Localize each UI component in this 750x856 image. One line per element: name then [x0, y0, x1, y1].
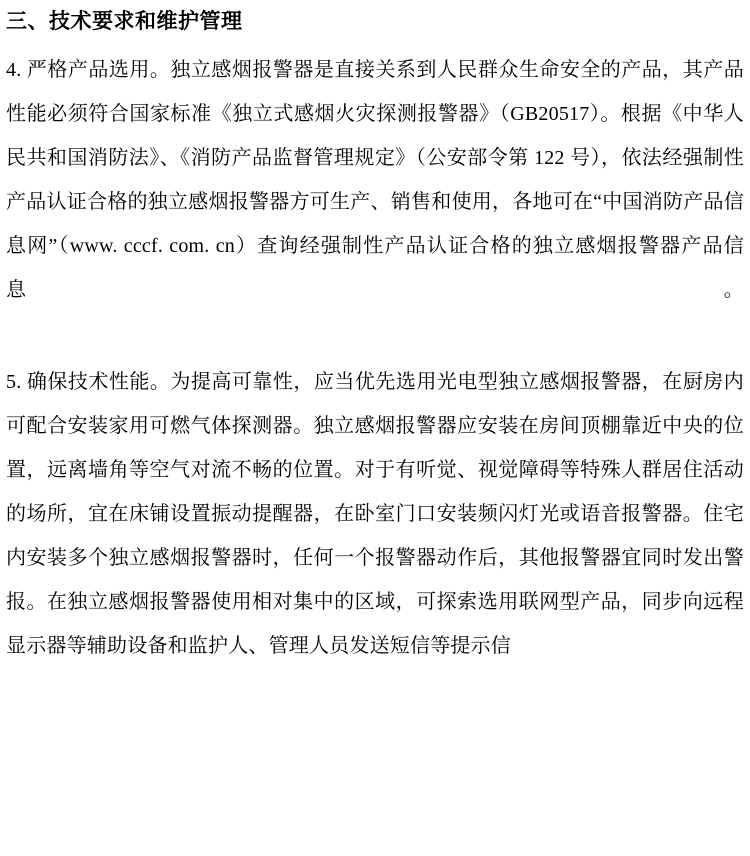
paragraph-product-selection: 4. 严格产品选用。独立感烟报警器是直接关系到人民群众生命安全的产品，其产品性能必须符合国家标准《独立式感烟火灾探测报警器》（GB20517）。根据《中华人民共和国消防法》、《消防产品监督管理规定》（公安部令第 122 号），依法经强制性产品认证合格的独立感烟报警器方可生产、销售和使用，各地可在“中国消防产品信息网”（www. cccf. com. cn）查询经强制性产品认证合格的独立感烟报警器产品信息。: [6, 59, 744, 301]
paragraph-technical-performance: 5. 确保技术性能。为提高可靠性，应当优先选用光电型独立感烟报警器，在厨房内可配合安装家用可燃气体探测器。独立感烟报警器应安装在房间顶棚靠近中央的位置，远离墙角等空气对流不畅的位置。对于有听觉、视觉障碍等特殊人群居住活动的场所，宜在床铺设置振动提醒器，在卧室门口安装频闪灯光或语音报警器。住宅内安装多个独立感烟报警器时，任何一个报警器动作后，其他报警器宜同时发出警报。在独立感烟报警器使用相对集中的区域，可探索选用联网型产品，同步向远程显示器等辅助设备和监护人、管理人员发送短信等提示信: [6, 371, 744, 657]
page-title: 三、技术要求和维护管理: [6, 9, 243, 33]
